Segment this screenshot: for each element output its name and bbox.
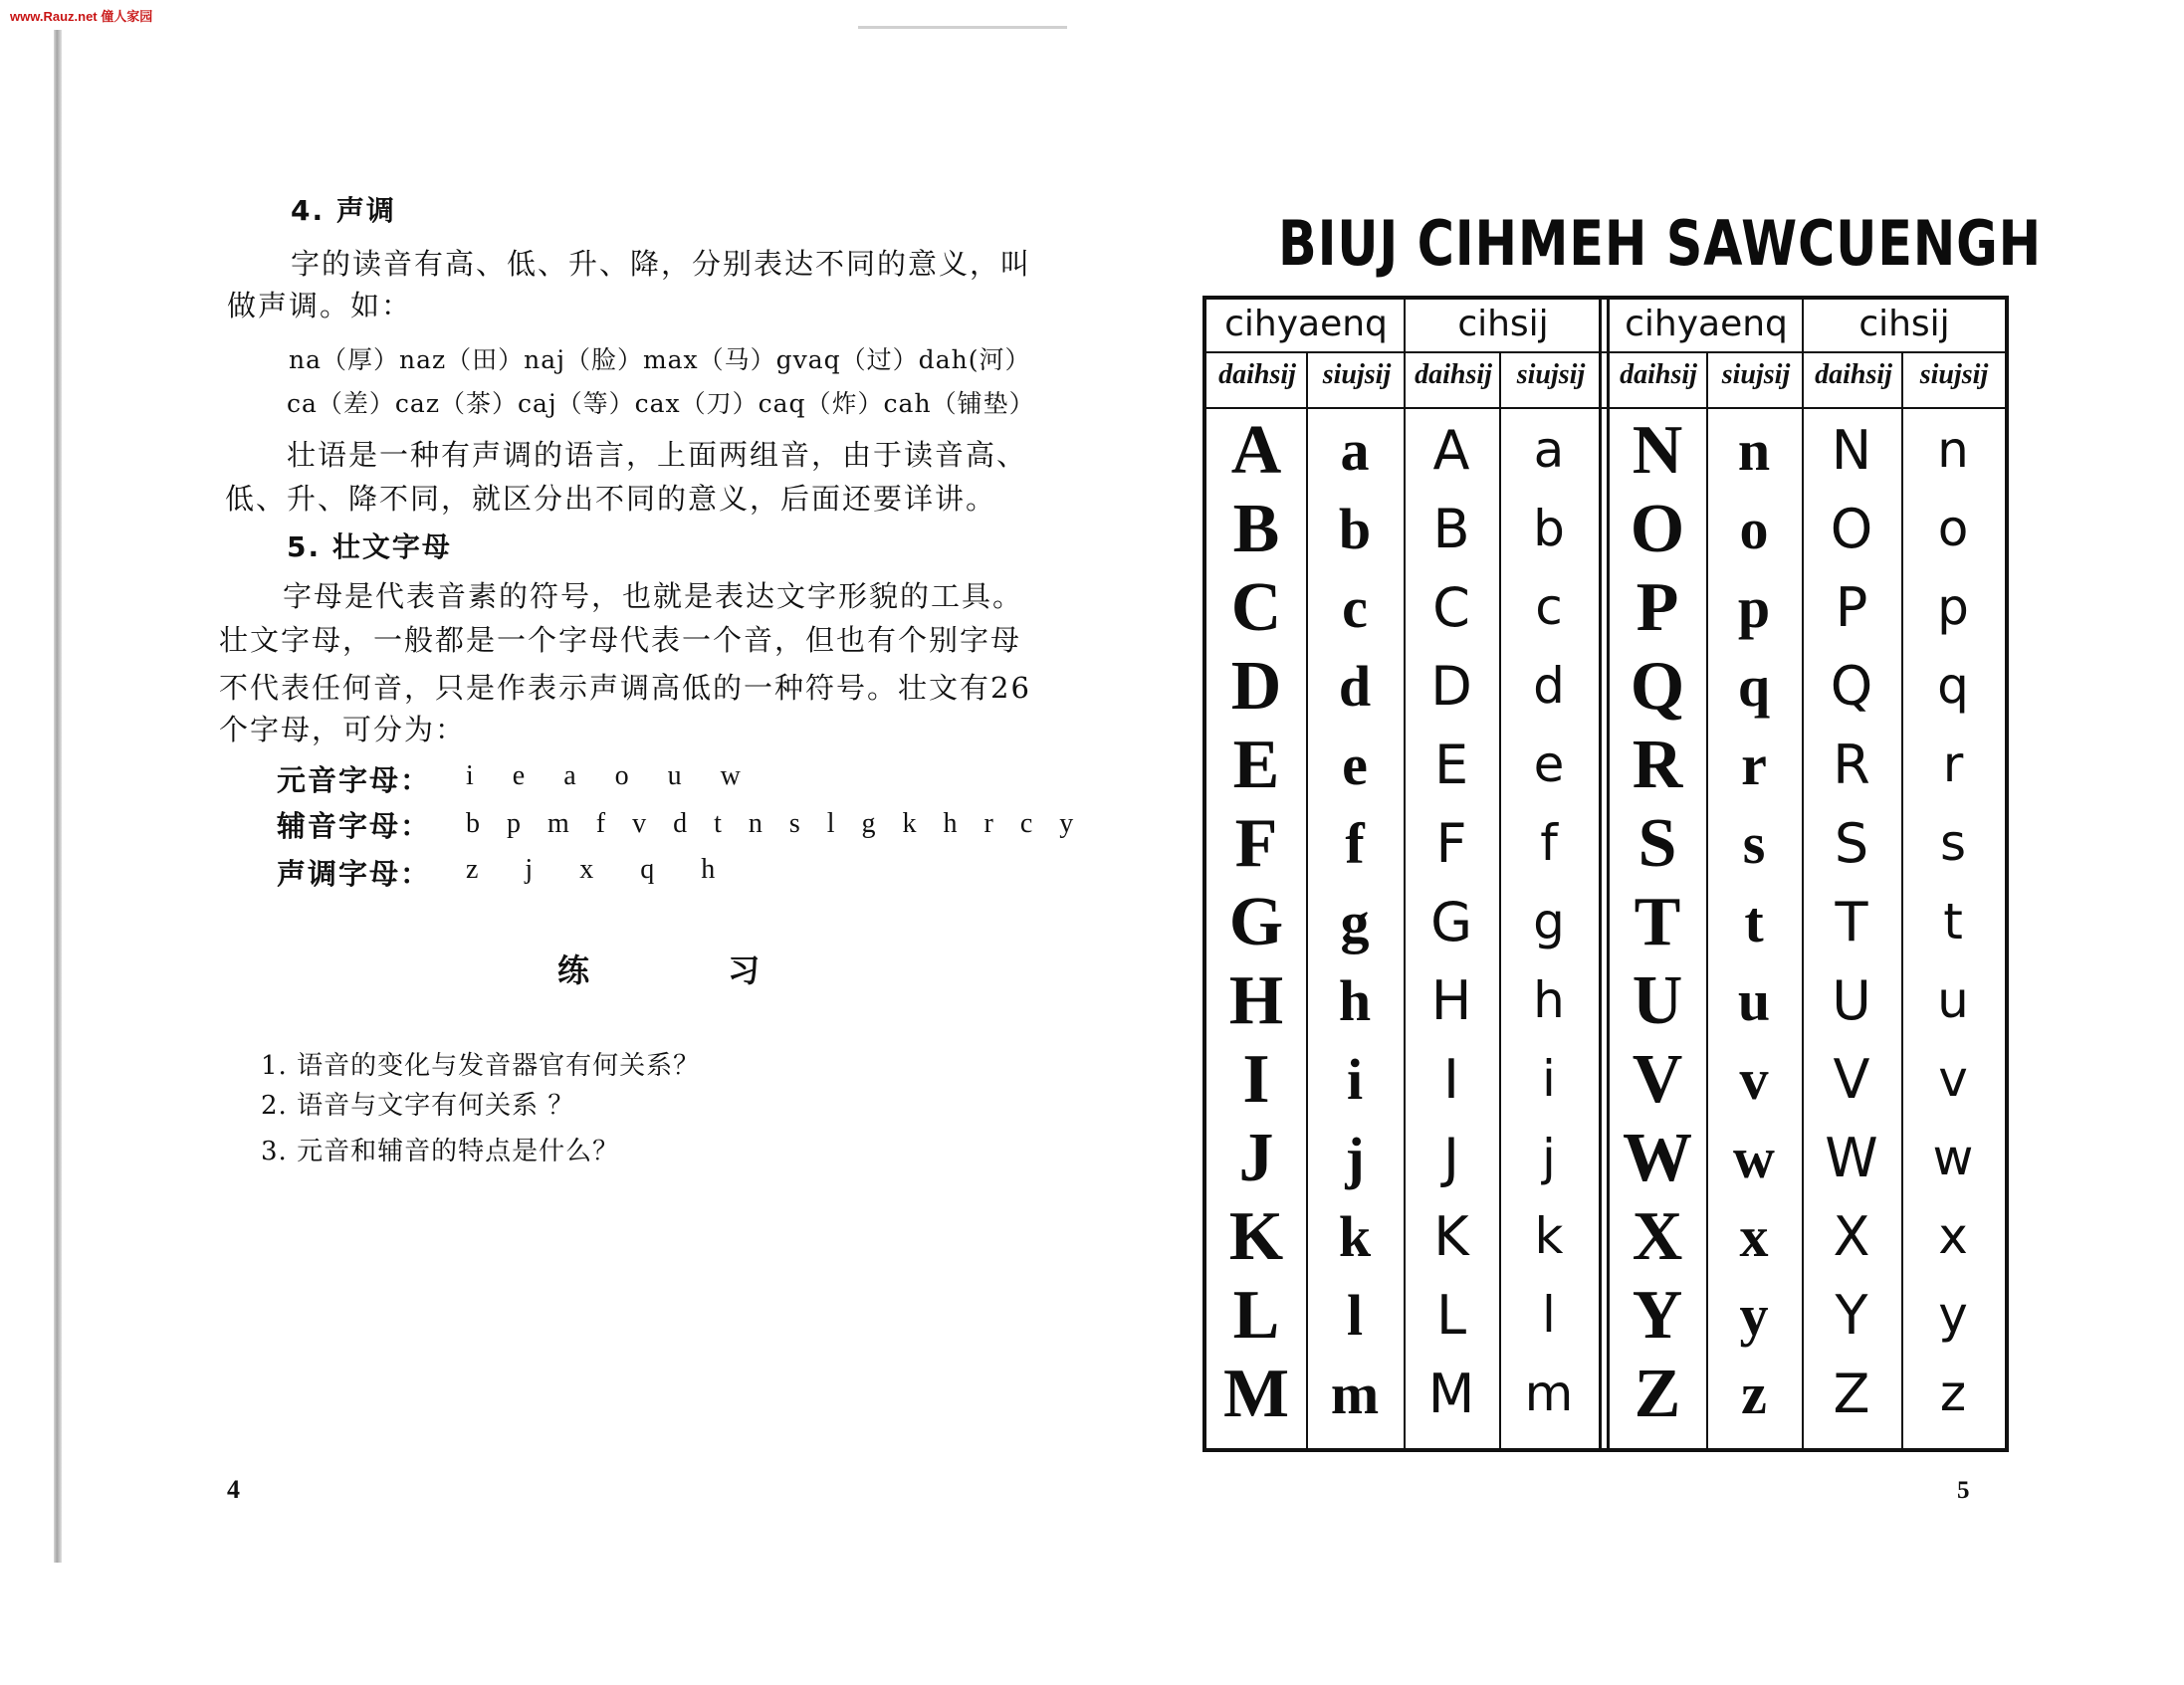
printed-lower-letter-b: b — [1338, 497, 1372, 561]
printed-lower-letter-y: y — [1739, 1283, 1769, 1348]
printed-lower-letter-z: z — [1741, 1362, 1767, 1426]
handwritten-lower-letter-w: w — [1932, 1129, 1974, 1186]
printed-upper-letter-D: D — [1230, 648, 1282, 725]
handwritten-lower-letter-s: s — [1939, 814, 1967, 872]
question-2: 2. 语音与文字有何关系 ？ — [261, 1091, 575, 1121]
handwritten-lower-letter-a: a — [1533, 421, 1565, 479]
handwritten-upper-letter-W: W — [1825, 1127, 1878, 1189]
group-header-handwritten-right: cihsij — [1858, 304, 1950, 344]
printed-lower-letter-p: p — [1737, 575, 1771, 640]
printed-upper-letter-I: I — [1242, 1041, 1270, 1118]
printed-upper-letter-H: H — [1228, 962, 1284, 1039]
section5-paragraph-line-1: 字母是代表音素的符号，也就是表达文字形貌的工具。 — [283, 579, 1024, 613]
handwritten-lower-letter-n: n — [1937, 421, 1969, 479]
section5-heading: 5. 壮文字母 — [287, 530, 452, 563]
handwritten-upper-letter-H: H — [1430, 969, 1472, 1032]
printed-lower-letter-c: c — [1342, 575, 1368, 640]
sub-header-3: daihsij — [1415, 359, 1492, 390]
handwritten-lower-letter-z: z — [1939, 1365, 1967, 1422]
printed-upper-letter-B: B — [1232, 491, 1280, 567]
sub-header-5: daihsij — [1620, 359, 1697, 390]
printed-lower-letter-u: u — [1737, 968, 1771, 1033]
alphabet-chart-title: BIUJ CIHMEH SAWCUENGH — [1278, 207, 2043, 280]
handwritten-upper-letter-O: O — [1830, 498, 1873, 560]
handwritten-upper-letter-R: R — [1833, 734, 1870, 796]
handwritten-lower-letter-h: h — [1533, 971, 1565, 1029]
printed-lower-letter-w: w — [1733, 1126, 1775, 1190]
right-page-number: 5 — [1957, 1477, 1970, 1504]
handwritten-upper-letter-Z: Z — [1833, 1363, 1870, 1425]
handwritten-upper-letter-U: U — [1832, 969, 1871, 1032]
handwritten-lower-letter-d: d — [1533, 657, 1565, 715]
sub-header-4: siujsij — [1516, 359, 1586, 390]
handwritten-lower-letter-l: l — [1542, 1286, 1556, 1344]
handwritten-lower-letter-k: k — [1534, 1207, 1564, 1265]
handwritten-upper-letter-J: J — [1443, 1127, 1459, 1189]
watermark: www.Rauz.net 僮人家园 — [10, 9, 153, 24]
printed-lower-letter-k: k — [1338, 1204, 1372, 1269]
handwritten-lower-letter-b: b — [1533, 500, 1565, 557]
handwritten-lower-letter-u: u — [1937, 971, 1969, 1029]
printed-lower-letter-q: q — [1737, 654, 1771, 719]
handwritten-upper-letter-T: T — [1835, 891, 1868, 953]
printed-upper-letter-X: X — [1632, 1198, 1683, 1275]
center-double-divider — [1599, 300, 1602, 1448]
exercise-title: 练 习 — [557, 951, 824, 989]
printed-lower-letter-x: x — [1739, 1204, 1769, 1269]
handwritten-upper-letter-G: G — [1430, 891, 1472, 953]
consonant-letters: b p m f v d t n s l g k h r c y — [466, 808, 1084, 839]
printed-upper-letter-G: G — [1228, 884, 1284, 960]
sub-header-8: siujsij — [1919, 359, 1989, 390]
handwritten-lower-letter-c: c — [1535, 578, 1563, 636]
printed-lower-letter-v: v — [1739, 1047, 1769, 1112]
handwritten-lower-letter-q: q — [1937, 657, 1969, 715]
tone-letters-label: 声调字母： — [277, 857, 432, 891]
group-header-handwritten-left: cihsij — [1457, 304, 1549, 344]
handwritten-lower-letter-f: f — [1540, 814, 1558, 872]
section4-heading: 4. 声调 — [291, 194, 396, 227]
handwritten-upper-letter-E: E — [1433, 734, 1469, 796]
vowel-letters-label: 元音字母： — [277, 763, 432, 797]
consonant-letters-label: 辅音字母： — [277, 809, 432, 843]
handwritten-lower-letter-y: y — [1938, 1286, 1968, 1344]
printed-upper-letter-O: O — [1630, 491, 1685, 567]
printed-lower-letter-g: g — [1340, 890, 1370, 954]
printed-lower-letter-r: r — [1741, 733, 1767, 797]
printed-upper-letter-C: C — [1230, 569, 1282, 646]
handwritten-upper-letter-V: V — [1833, 1048, 1870, 1111]
handwritten-lower-letter-j: j — [1542, 1129, 1556, 1186]
alphabet-table — [1202, 296, 2009, 1452]
sub-header-1: daihsij — [1218, 359, 1296, 390]
printed-lower-letter-t: t — [1744, 890, 1764, 954]
printed-lower-letter-j: j — [1345, 1126, 1365, 1190]
printed-upper-letter-E: E — [1232, 727, 1280, 803]
section4-closing-line-1: 壮语是一种有声调的语言，上面两组音，由于读音高、 — [287, 438, 1028, 472]
handwritten-upper-letter-N: N — [1831, 419, 1872, 482]
sub-header-7: daihsij — [1815, 359, 1892, 390]
tone-letters: z j x q h — [466, 854, 736, 885]
group-header-printed-left: cihyaenq — [1224, 304, 1388, 344]
printed-upper-letter-V: V — [1632, 1041, 1683, 1118]
handwritten-lower-letter-v: v — [1938, 1050, 1968, 1108]
printed-upper-letter-Y: Y — [1632, 1277, 1683, 1354]
printed-upper-letter-F: F — [1234, 805, 1278, 882]
printed-upper-letter-J: J — [1238, 1120, 1274, 1196]
handwritten-upper-letter-X: X — [1833, 1205, 1870, 1268]
printed-lower-letter-n: n — [1737, 418, 1771, 483]
printed-upper-letter-Q: Q — [1630, 648, 1685, 725]
handwritten-lower-letter-x: x — [1938, 1207, 1968, 1265]
question-1: 1. 语音的变化与发音器官有何关系？ — [261, 1051, 701, 1081]
handwritten-lower-letter-e: e — [1533, 736, 1565, 793]
handwritten-upper-letter-F: F — [1435, 812, 1467, 875]
printed-upper-letter-W: W — [1623, 1120, 1692, 1196]
handwritten-lower-letter-p: p — [1937, 578, 1969, 636]
handwritten-lower-letter-t: t — [1943, 893, 1963, 950]
handwritten-upper-letter-B: B — [1432, 498, 1470, 560]
printed-lower-letter-h: h — [1338, 968, 1372, 1033]
handwritten-upper-letter-K: K — [1433, 1205, 1469, 1268]
printed-upper-letter-M: M — [1222, 1356, 1290, 1432]
sub-header-6: siujsij — [1721, 359, 1791, 390]
question-3: 3. 元音和辅音的特点是什么？ — [261, 1137, 620, 1166]
handwritten-upper-letter-S: S — [1834, 812, 1869, 875]
example-line-1: na（厚）naz（田）naj（脸）max（马）gvaq（过）dah(河） — [289, 345, 1031, 374]
printed-upper-letter-K: K — [1228, 1198, 1284, 1275]
header-divider — [1206, 351, 2005, 353]
printed-lower-letter-a: a — [1340, 418, 1370, 483]
handwritten-upper-letter-C: C — [1432, 576, 1470, 639]
printed-upper-letter-L: L — [1232, 1277, 1280, 1354]
handwritten-lower-letter-o: o — [1937, 500, 1969, 557]
group-header-printed-right: cihyaenq — [1625, 304, 1788, 344]
handwritten-upper-letter-P: P — [1835, 576, 1868, 639]
subheader-divider — [1206, 407, 2005, 409]
printed-lower-letter-i: i — [1346, 1047, 1364, 1112]
left-page — [0, 0, 1085, 1685]
handwritten-upper-letter-I: I — [1443, 1048, 1459, 1111]
printed-upper-letter-N: N — [1632, 412, 1683, 489]
handwritten-lower-letter-r: r — [1942, 736, 1964, 793]
printed-lower-letter-s: s — [1742, 811, 1766, 876]
sub-header-2: siujsij — [1322, 359, 1392, 390]
section5-paragraph-line-4: 个字母，可分为： — [219, 713, 467, 746]
printed-upper-letter-A: A — [1230, 412, 1282, 489]
printed-lower-letter-e: e — [1342, 733, 1368, 797]
handwritten-upper-letter-D: D — [1430, 655, 1472, 718]
printed-lower-letter-d: d — [1338, 654, 1372, 719]
printed-lower-letter-f: f — [1345, 811, 1365, 876]
printed-lower-letter-m: m — [1330, 1362, 1380, 1426]
printed-lower-letter-o: o — [1739, 497, 1769, 561]
handwritten-lower-letter-g: g — [1533, 893, 1565, 950]
printed-upper-letter-S: S — [1638, 805, 1677, 882]
printed-lower-letter-l: l — [1346, 1283, 1364, 1348]
printed-upper-letter-U: U — [1632, 962, 1683, 1039]
handwritten-upper-letter-L: L — [1435, 1284, 1467, 1347]
section4-paragraph-line-1: 字的读音有高、低、升、降，分别表达不同的意义，叫 — [291, 247, 1032, 281]
handwritten-lower-letter-i: i — [1542, 1050, 1556, 1108]
handwritten-lower-letter-m: m — [1524, 1365, 1574, 1422]
handwritten-upper-letter-Q: Q — [1830, 655, 1873, 718]
left-page-number: 4 — [227, 1475, 240, 1504]
handwritten-upper-letter-Y: Y — [1835, 1284, 1868, 1347]
handwritten-upper-letter-M: M — [1427, 1363, 1475, 1425]
section5-paragraph-line-3: 不代表任何音，只是作表示声调高低的一种符号。壮文有26 — [219, 671, 1031, 705]
section4-closing-line-2: 低、升、降不同，就区分出不同的意义，后面还要详讲。 — [225, 482, 997, 516]
vowel-letters: i e a o u w — [466, 760, 757, 791]
section4-paragraph-line-2: 做声调。如： — [227, 289, 413, 322]
handwritten-upper-letter-A: A — [1432, 419, 1470, 482]
printed-upper-letter-Z: Z — [1634, 1356, 1681, 1432]
section5-paragraph-line-2: 壮文字母，一般都是一个字母代表一个音，但也有个别字母 — [219, 623, 1022, 657]
example-line-2: ca（差）caz（茶）caj（等）cax（刀）caq（炸）cah（铺垫） — [287, 389, 1035, 418]
printed-upper-letter-T: T — [1634, 884, 1681, 960]
printed-upper-letter-P: P — [1636, 569, 1679, 646]
printed-upper-letter-R: R — [1632, 727, 1683, 803]
